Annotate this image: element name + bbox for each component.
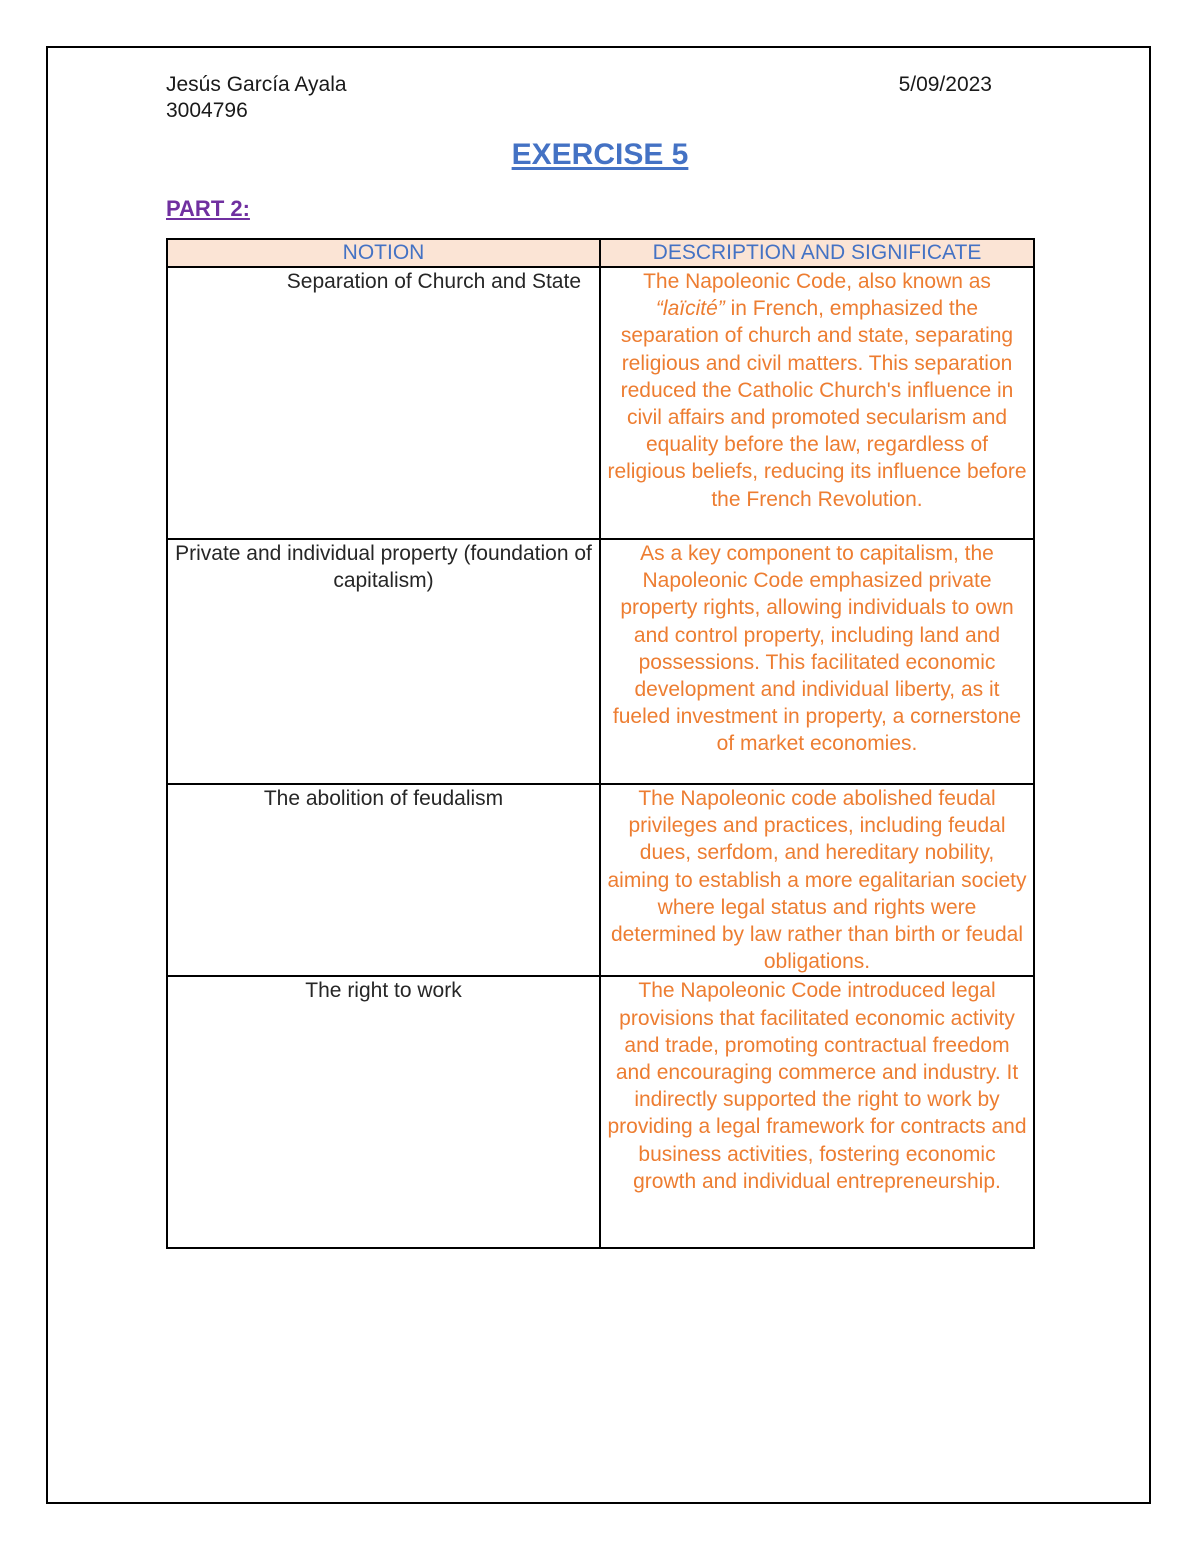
document-date: 5/09/2023 [898,73,992,96]
table-row [167,267,1034,539]
description-cell: The Napoleonic Code introduced legal provisions that facilitated economic activity and trade, promoting contractual freedom and encouraging commerce and industry. It indirectly supported the right to work by providing a legal framework for contracts and business activities, fostering economic growth and individual entrepreneurship. [600,976,1034,1248]
author-block [166,72,347,124]
table-row [167,784,1034,976]
description-term: “laïcité” [655,297,725,321]
notion-cell: Private and individual property (foundation of capitalism) [167,539,600,784]
header-description: DESCRIPTION AND SIGNIFICATE [600,239,1034,267]
description-cell [600,267,1034,539]
description-text-start: The Napoleonic Code, also known as [643,270,991,293]
page-title: EXERCISE 5 [511,138,689,171]
table-row [167,976,1034,1248]
notions-table [166,238,1035,1249]
notion-cell: The abolition of feudalism [167,784,600,976]
student-id: 3004796 [166,99,248,122]
author-name: Jesús García Ayala [166,73,347,96]
description-text-end: in French, emphasized the separation of church and state, separating religious and civil matters. This separation reduced the Catholic Church's influence in civil affairs and promoted secularism and equality before the law, regardless of religious beliefs, reducing its influence before the French Revolution. [607,297,1027,511]
notion-cell: Separation of Church and State [167,267,600,539]
section-heading: PART 2: [166,196,250,221]
header-notion: NOTION [167,239,600,267]
notion-cell: The right to work [167,976,600,1248]
table-row [167,539,1034,784]
description-cell: The Napoleonic code abolished feudal privileges and practices, including feudal dues, serfdom, and hereditary nobility, aiming to establish a more egalitarian society where legal status and rights were determined by law rather than birth or feudal obligations. [600,784,1034,976]
table-header-row [167,239,1034,267]
description-cell: As a key component to capitalism, the Napoleonic Code emphasized private property rights, allowing individuals to own and control property, including land and possessions. This facilitated economic development and individual liberty, as it fueled investment in property, a cornerstone of market economies. [600,539,1034,784]
